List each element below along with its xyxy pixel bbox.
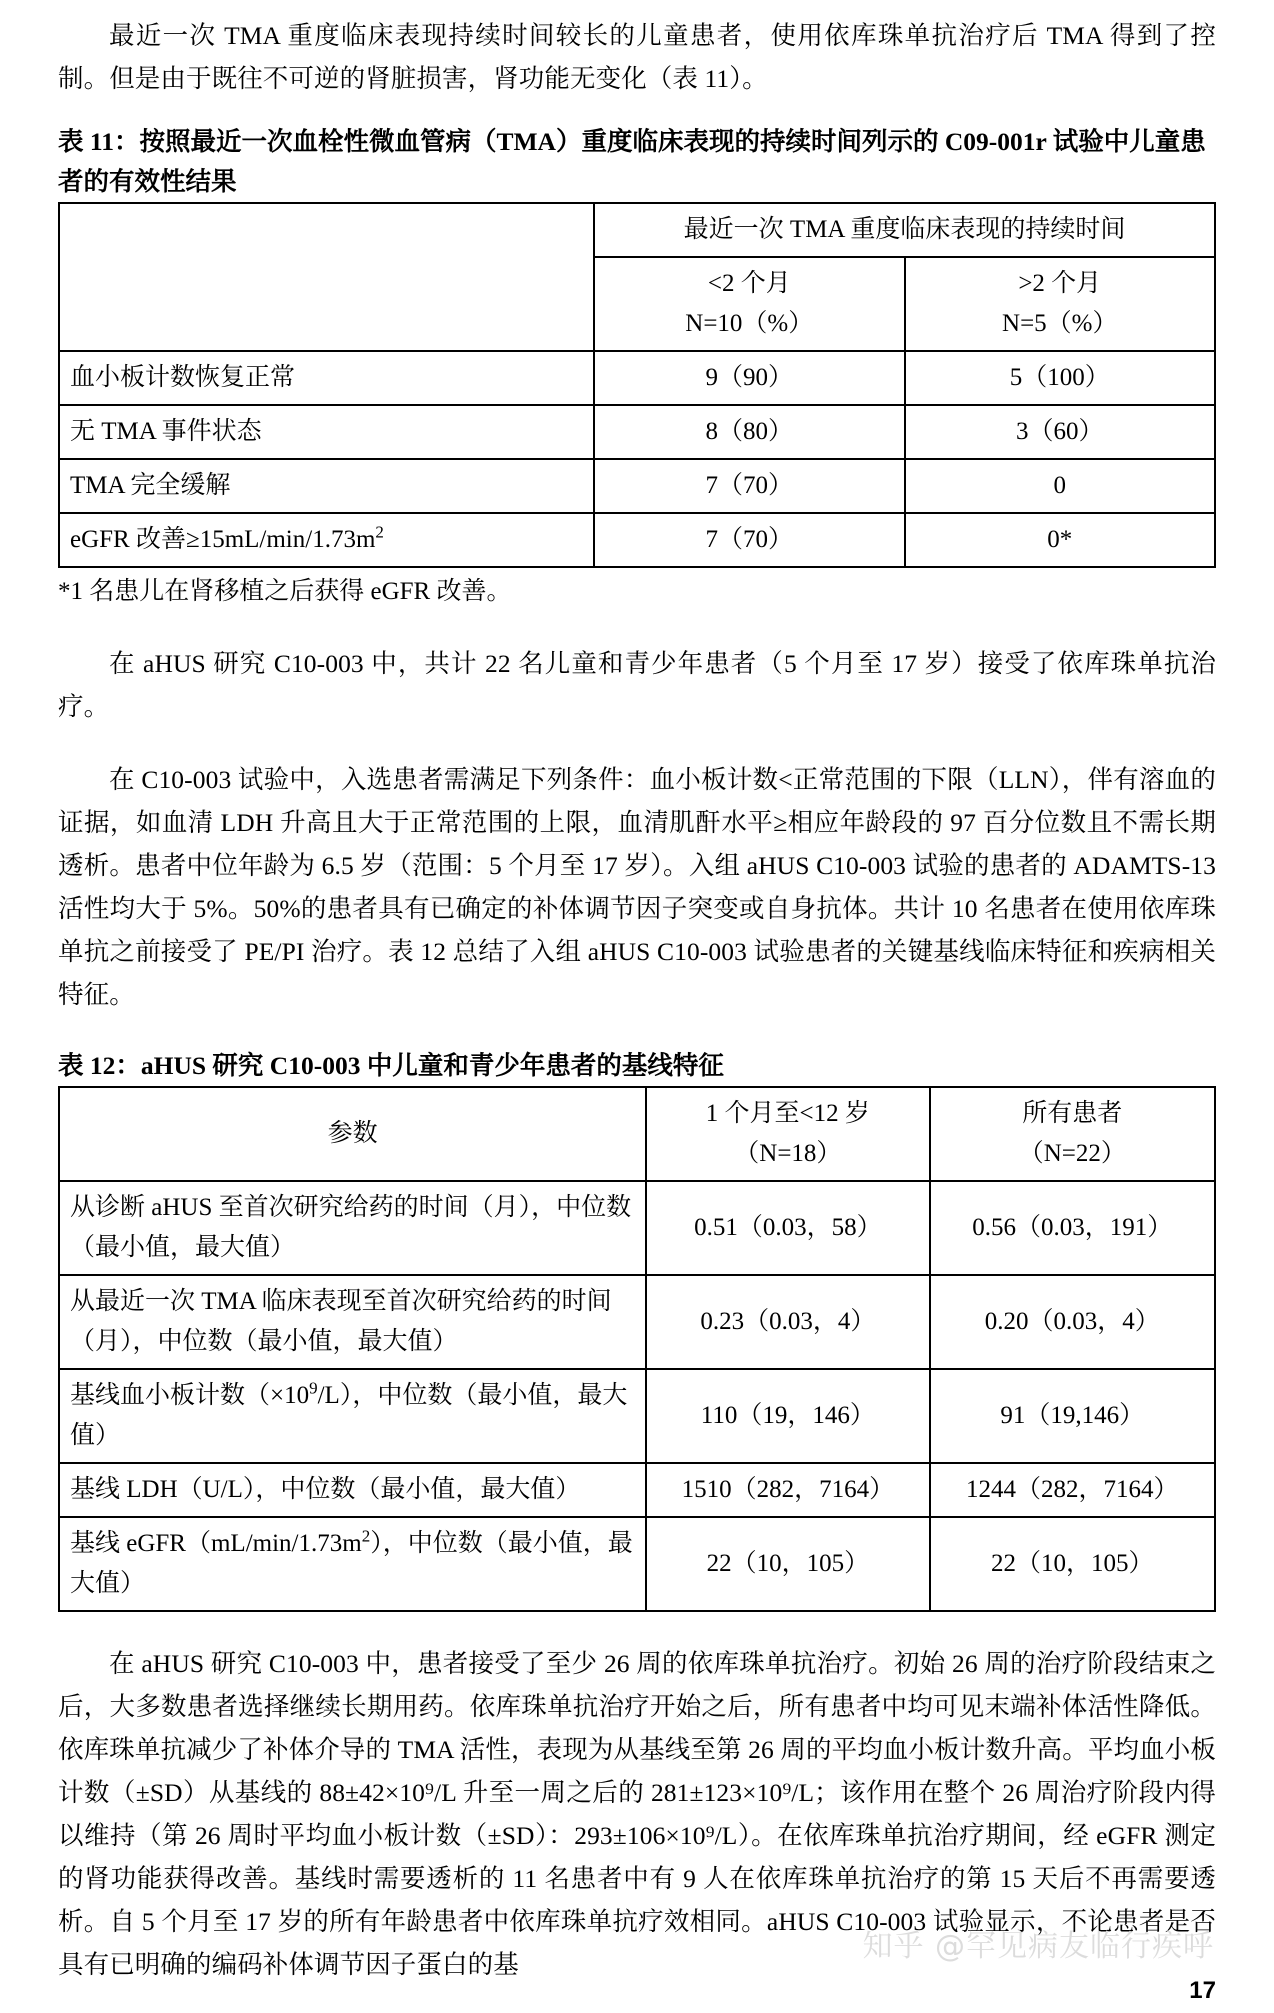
table12-row3-value2: 1244（282，7164） bbox=[930, 1463, 1215, 1517]
spacer bbox=[58, 728, 1216, 758]
table11-col1-header-line1: <2 个月 bbox=[707, 270, 791, 297]
paragraph-ahus-c10003-intro: 在 aHUS 研究 C10-003 中，共计 22 名儿童和青少年患者（5 个月至 17 岁）接受了依库珠单抗治疗。 bbox=[58, 649, 1216, 721]
table11-row0-value2: 5（100） bbox=[905, 351, 1215, 405]
watermark: 知乎 @罕见病友临行疾呼 bbox=[862, 1929, 1214, 1964]
table12-row3-value1: 1510（282，7164） bbox=[646, 1463, 929, 1517]
table12-col2-header-line1: 所有患者 bbox=[1022, 1100, 1123, 1127]
table11-group-header: 最近一次 TMA 重度临床表现的持续时间 bbox=[594, 203, 1215, 257]
table11-row1-value1: 8（80） bbox=[594, 405, 904, 459]
table12-row2-value2: 91（19,146） bbox=[930, 1369, 1215, 1463]
spacer bbox=[58, 100, 1216, 122]
table11-col2-header-line1: >2 个月 bbox=[1018, 270, 1102, 297]
table-12-baseline-characteristics bbox=[58, 1086, 1216, 1612]
table11-row0-value1: 9（90） bbox=[594, 351, 904, 405]
table-row bbox=[59, 513, 1215, 567]
table12-row1-value2: 0.20（0.03，4） bbox=[930, 1275, 1215, 1369]
table11-row0-label: 血小板计数恢复正常 bbox=[59, 351, 594, 405]
table11-row1-label: 无 TMA 事件状态 bbox=[59, 405, 594, 459]
table12-row2-value1: 110（19，146） bbox=[646, 1369, 929, 1463]
table-row bbox=[59, 1369, 1215, 1463]
table12-col1-header-line2: （N=18） bbox=[734, 1140, 842, 1167]
table11-corner-cell bbox=[59, 203, 594, 351]
table11-row2-value2: 0 bbox=[905, 459, 1215, 513]
table11-row3-value2: 0* bbox=[905, 513, 1215, 567]
table12-row4-label: 基线 $eGFR(mL/\min/1.73m^2)$，中位数（最小值，最大值） bbox=[59, 1517, 646, 1611]
spacer bbox=[58, 1016, 1216, 1046]
table12-row4-value1: 22（10，105） bbox=[646, 1517, 929, 1611]
table-row bbox=[59, 1517, 1215, 1611]
page-number: 17 bbox=[1189, 1977, 1216, 2004]
table-row bbox=[59, 405, 1215, 459]
table11-row2-value1: 7（70） bbox=[594, 459, 904, 513]
spacer bbox=[58, 1612, 1216, 1642]
table12-col1-header-line1: 1 个月至<12 岁 bbox=[705, 1100, 870, 1127]
table12-col2-header bbox=[930, 1087, 1215, 1181]
paragraph-inclusion-criteria: 在 C10-003 试验中，入选患者需满足下列条件：血小板计数<正常范围的下限（LLN），伴有溶血的证据，如血清 LDH 升高且大于正常范围的上限，血清肌酐水平≥相应年龄段的 97 百分位数且不需长期透析。患者中位年龄为 6.5 岁（范围：5 个月至 17 岁）。入组 aHUS C10-003 试验的患者的 ADAMTS-13 活性均大于 5%。50%的患者具有已确定的补体调节因子突变或自身抗体。共计 10 名患者在使用依库珠单抗之前接受了 PE/PI 治疗。表 12 总结了入组 aHUS C10-003 试验患者的关键基线临床特征和疾病相关特征。 bbox=[58, 765, 1216, 1009]
table11-col1-header bbox=[594, 257, 904, 351]
table-row-group-header bbox=[59, 203, 1215, 257]
table-row bbox=[59, 351, 1215, 405]
table-row bbox=[59, 1181, 1215, 1275]
table12-row0-value2: 0.56（0.03，191） bbox=[930, 1181, 1215, 1275]
table12-row1-value1: 0.23（0.03，4） bbox=[646, 1275, 929, 1369]
table12-col0-header: 参数 bbox=[59, 1087, 646, 1181]
table12-caption: 表 12：aHUS 研究 C10-003 中儿童和青少年患者的基线特征 bbox=[58, 1051, 724, 1080]
table11-row2-label: TMA 完全缓解 bbox=[59, 459, 594, 513]
table-row-column-headers bbox=[59, 1087, 1215, 1181]
paragraph-treatment-results: 在 aHUS 研究 C10-003 中，患者接受了至少 26 周的依库珠单抗治疗。初始 26 周的治疗阶段结束之后，大多数患者选择继续长期用药。依库珠单抗治疗开始之后，所有患者中均可见末端补体活性降低。依库珠单抗减少了补体介导的 TMA 活性，表现为从基线至第 26 周的平均血小板计数升高。平均血小板计数（±SD）从基线的 88±42×10⁹/L 升至一周之后的 281±123×10⁹/L；该作用在整个 26 周治疗阶段内得以维持（第 26 周时平均血小板计数（±SD）：293±106×10⁹/L）。在依库珠单抗治疗期间，经 eGFR 测定的肾功能获得改善。基线时需要透析的 11 名患者中有 9 人在依库珠单抗治疗的第 15 天后不再需要透析。自 5 个月至 17 岁的所有年龄患者中依库珠单抗疗效相同。aHUS C10-003 试验显示，不论患者是否具有已明确的编码补体调节因子蛋白的基 bbox=[58, 1649, 1216, 1979]
table11-col2-header-line2: N=5（%） bbox=[1002, 310, 1118, 337]
table11-caption: 表 11：按照最近一次血栓性微血管病（TMA）重度临床表现的持续时间列示的 C09-001r 试验中儿童患者的有效性结果 bbox=[58, 127, 1206, 196]
table11-row3-label: eGFR 改善$\ge 15mL/\min/1.73m^2$ bbox=[59, 513, 594, 567]
table12-row1-label: 从最近一次 TMA 临床表现至首次研究给药的时间（月），中位数（最小值，最大值） bbox=[59, 1275, 646, 1369]
table-row bbox=[59, 1275, 1215, 1369]
table11-col2-header bbox=[905, 257, 1215, 351]
table12-col1-header bbox=[646, 1087, 929, 1181]
spacer bbox=[58, 612, 1216, 642]
table12-row4-value2: 22（10，105） bbox=[930, 1517, 1215, 1611]
table11-row3-value1: 7（70） bbox=[594, 513, 904, 567]
table-row bbox=[59, 459, 1215, 513]
table11-row1-value2: 3（60） bbox=[905, 405, 1215, 459]
table12-row3-label: 基线 LDH（U/L），中位数（最小值，最大值） bbox=[59, 1463, 646, 1517]
table12-row0-label: 从诊断 aHUS 至首次研究给药的时间（月），中位数（最小值，最大值） bbox=[59, 1181, 646, 1275]
table12-row0-value1: 0.51（0.03，58） bbox=[646, 1181, 929, 1275]
table-11-efficacy-results bbox=[58, 202, 1216, 568]
table12-col2-header-line2: （N=22） bbox=[1018, 1140, 1126, 1167]
paragraph-tma-control: 最近一次 TMA 重度临床表现持续时间较长的儿童患者，使用依库珠单抗治疗后 TMA 得到了控制。但是由于既往不可逆的肾脏损害，肾功能无变化（表 11）。 bbox=[58, 21, 1216, 93]
table-row bbox=[59, 1463, 1215, 1517]
table11-footnote: *1 名患儿在肾移植之后获得 eGFR 改善。 bbox=[58, 578, 512, 605]
table12-row2-label: 基线血小板计数$(\times 10^9/L)$，中位数（最小值，最大值） bbox=[59, 1369, 646, 1463]
table11-col1-header-line2: N=10（%） bbox=[685, 310, 814, 337]
